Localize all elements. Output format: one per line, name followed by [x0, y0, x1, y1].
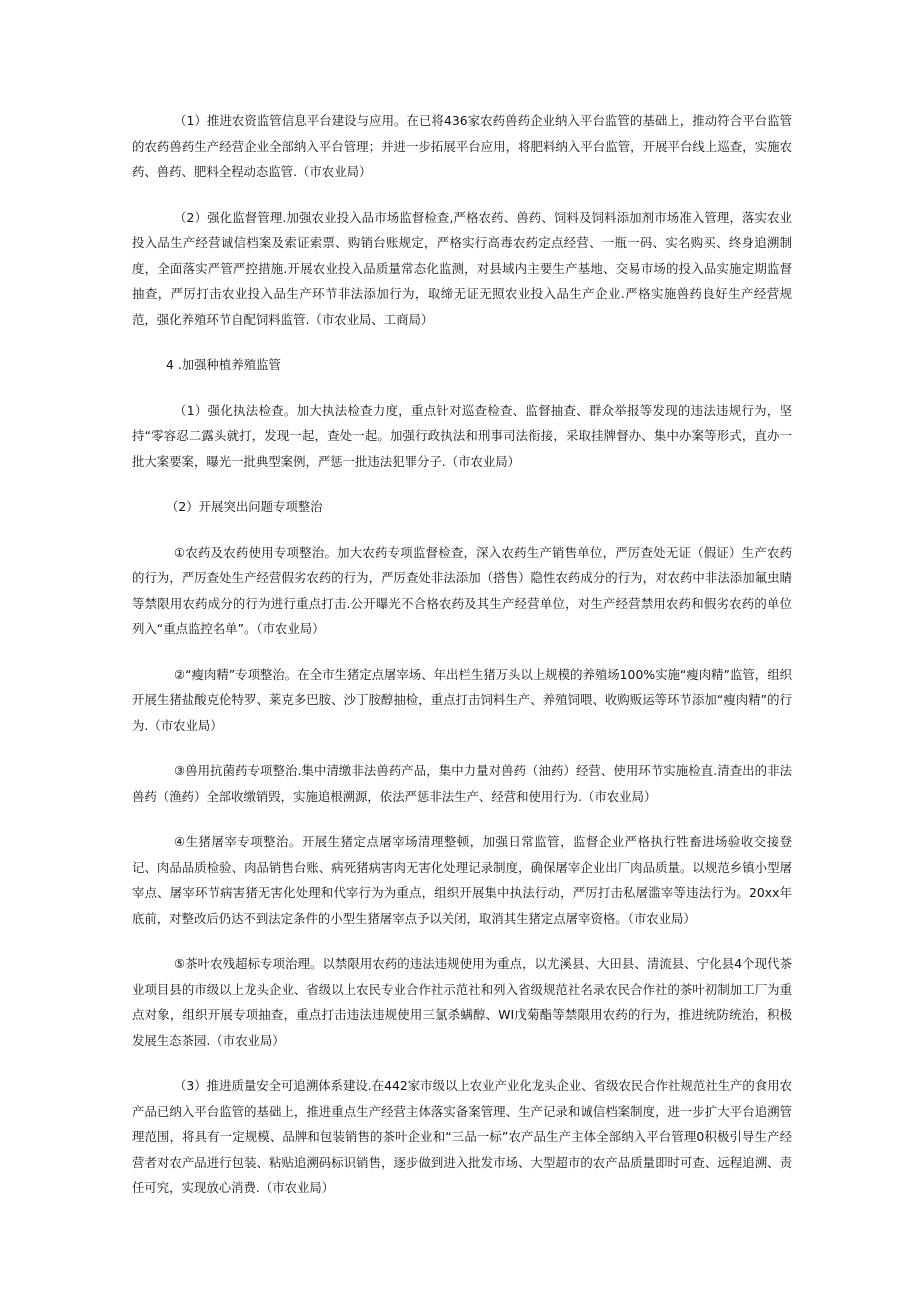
paragraph-supervision-management: （2）强化监督管理.加强农业投入品市场监督检查,严格农药、兽药、饲料及饲料添加剂市场准入管理，落实农业投入品生产经营诚信档案及索证索票、购销台账规定，严格实行高毒农药定点经营、一瓶一码、实名购买、终身追溯制度，全面落实严管严控措施.开展农业投入品质量常态化监测，对县域内主要生产基地、交易市场的投入品实施定期监督抽查，严厉打击农业投入品生产环节非法添加行为，取缔无证无照农业投入品生产企业.严格实施兽药良好生产经营规范，强化养殖环节自配饲料监管.（市农业局、工商局）: [132, 209, 792, 327]
paragraph-antibacterial-rectification: ③兽用抗菌药专项整治.集中清缴非法兽药产品，集中力量对兽药（油药）经营、使用环节实施检直.清查出的非法兽药（渔药）全部收缴销毁，实施追根溯源，依法严惩非法生产、经营和使用行为.（市农业局）: [132, 763, 792, 804]
paragraph-traceability-system: （3）推进质量安全可追溯体系建设.在442家市级以上农业产业化龙头企业、省级农民合作社规范社生产的食用农产品已纳入平台监管的基础上，推进重点生产经营主体落实备案管理、生产记录和诚信档案制度，进一步扩大平台追溯管理范围，将具有一定规模、品牌和包装销售的茶叶企业和“三品一标”农产品生产主体全部纳入平台管理0积极引导生产经营者对农产品进行包装、粘贴追溯码标识销售，逐步做到进入批发市场、大型超市的农产品质量即时可查、远程追溯、责任可究，实现放心消费.（市农业局）: [132, 1078, 792, 1195]
subsection-heading-special-rectification: （2）开展突出问题专项整治: [166, 499, 323, 514]
paragraph-law-enforcement: （1）强化执法检查。加大执法检查力度，重点针对巡查检查、监督抽查、群众举报等发现的违法违规行为，坚持“零容忍二露头就打，发现一起，查处一起。加强行政执法和刑事司法衔接，采取挂牌督办、集中办案等形式，直办一批大案要案，曝光一批典型案例，严惩一批违法犯罪分子.（市农业局）: [132, 402, 792, 469]
paragraph-slaughter-rectification: ④生猪屠宰专项整治。开展生猪定点屠宰场清理整顿，加强日常监管，监督企业严格执行牲畜进场验收交接登记、肉品品质检验、肉品销售台账、病死猪病害肉无害化处理记录制度，确保屠宰企业出厂肉品质量。以规范乡镇小型屠宰点、屠宰环节病害猪无害化处理和代宰行为为重点，组织开展集中执法行动，严厉打击私屠滥宰等违法行为。20xx年底前，对整改后仍达不到法定条件的小型生猪屠宰点予以关闭，取消其生猪定点屠宰资格。（市农业局）: [132, 834, 792, 926]
paragraph-clenbuterol-rectification: ②“瘦肉精”专项整治。在全市生猪定点屠宰场、年出栏生猪万头以上规模的养殖场100%实施“瘦肉精”监管，组织开展生猪盐酸克伦特罗、莱克多巴胺、沙丁胺醇抽检，重点打击饲料生产、养殖饲喂、收购贩运等环节添加“瘦肉精”的行为.（市农业局）: [132, 666, 792, 733]
paragraph-tea-residue-rectification: ⑤茶叶农残超标专项治理。以禁限用农药的违法违规使用为重点，以尤溪县、大田县、清流县、宁化县4个现代茶业项目县的市级以上龙头企业、省级以上农民专业合作社示范社和列入省级规范社名录农民合作社的茶叶初制加工厂为重点对象，组织开展专项抽查，重点打击违法违规使用三氯杀螨醇、WI戊菊酯等禁限用农药的行为，推进统防统治，积极发展生态茶园.（市农业局）: [132, 956, 792, 1048]
paragraph-platform-construction: （1）推进农资监管信息平台建设与应用。在已将436家农药兽药企业纳入平台监管的基础上，推动符合平台监管的农药兽药生产经营企业全部纳入平台管理；并进一步拓展平台应用，将肥料纳入平台监管，开展平台线上巡查，实施农药、兽药、肥料全程动态监管.（市农业局）: [132, 113, 792, 179]
paragraph-pesticide-rectification: ①农药及农药使用专项整治。加大农药专项监督检查，深入农药生产销售单位，严厉查处无证（假证）生产农药的行为，严厉查处生产经营假劣农药的行为，严厉查处非法添加（搭售）隐性农药成分的行为，对农药中非法添加氟虫睛等禁限用农药成分的行为进行重点打击.公开曝光不合格农药及其生产经营单位，对生产经营禁用农药和假劣农药的单位列入“重点监控名单”。（市农业局）: [132, 544, 792, 636]
section-heading-planting-breeding: 4 .加强种植养殖监管: [166, 357, 281, 372]
